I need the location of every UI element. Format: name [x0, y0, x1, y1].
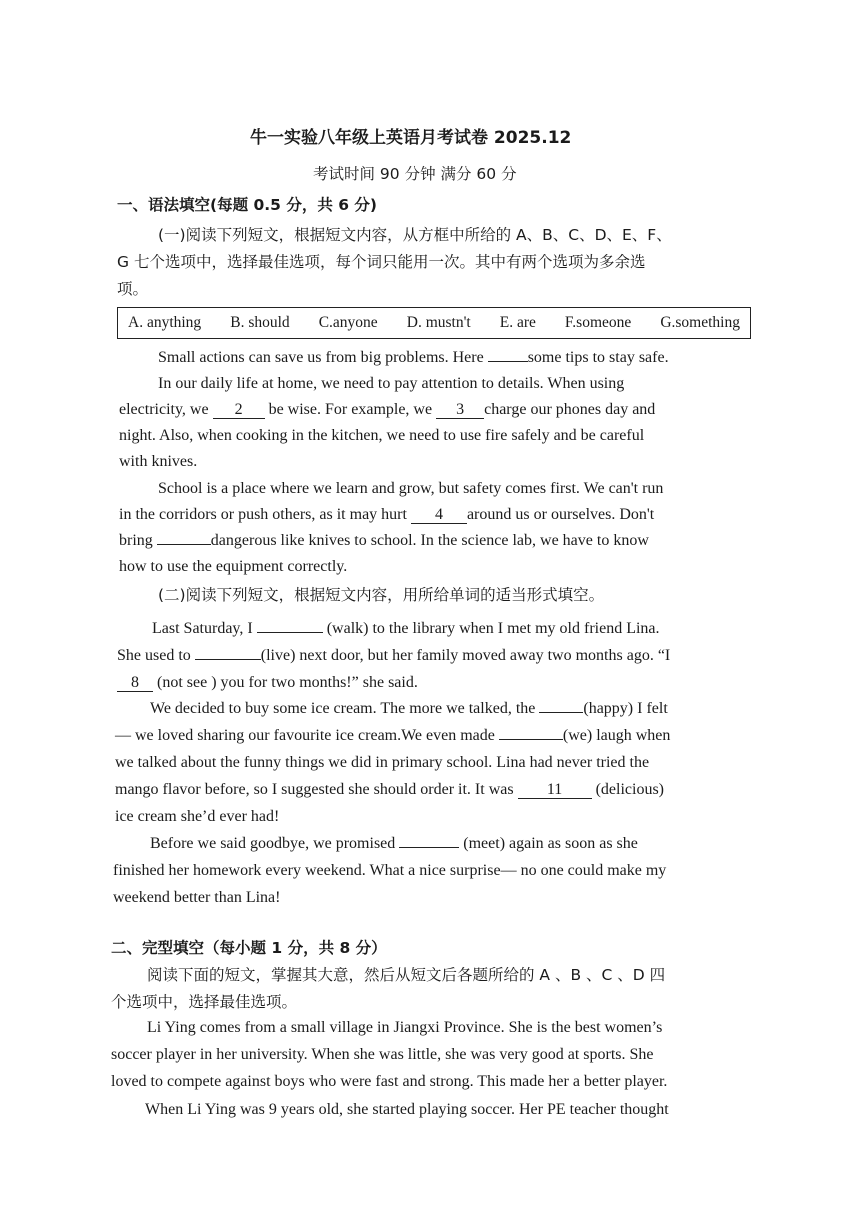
answer-blank-8[interactable]: 8 — [117, 675, 153, 692]
section2-instruction: 阅读下面的短文，掌握其大意，然后从短文后各题所给的 A 、B 、C 、D 四 — [147, 966, 666, 984]
answer-blank-10[interactable] — [499, 739, 563, 740]
option-g: G.something — [660, 314, 740, 331]
passage2-line: Last Saturday, I (walk) to the library when I met my old friend Lina. — [152, 620, 660, 637]
passage2-line: She used to (live) next door, but her family moved away two months ago. “I — [117, 647, 671, 664]
answer-blank-4[interactable]: 4 — [411, 507, 467, 524]
option-a: A. anything — [128, 314, 202, 331]
part1-instruction: G 七个选项中，选择最佳选项，每个词只能用一次。其中有两个选项为多余选 — [117, 253, 646, 271]
answer-blank-7[interactable] — [195, 659, 261, 660]
passage2-line: We decided to buy some ice cream. The more we talked, the (happy) I felt — [150, 700, 668, 717]
passage3-line: loved to compete against boys who were fast and strong. This made her a better player. — [111, 1073, 668, 1090]
passage2-line: 8 (not see ) you for two months!” she said. — [117, 673, 418, 693]
passage3-line: Li Ying comes from a small village in Jiangxi Province. She is the best women’s — [147, 1019, 663, 1036]
answer-blank-5[interactable] — [157, 544, 211, 545]
passage1-line: In our daily life at home, we need to pay attention to details. When using — [158, 375, 625, 392]
passage1-line: Small actions can save us from big problems. Here some tips to stay safe. — [158, 349, 669, 366]
part1-instruction: 项。 — [117, 280, 149, 298]
answer-blank-6[interactable] — [257, 632, 323, 633]
passage1-line: in the corridors or push others, as it may hurt 4 around us or ourselves. Don't — [119, 506, 655, 523]
options-box — [117, 307, 751, 339]
answer-blank-1[interactable] — [488, 361, 528, 362]
option-d: D. mustn't — [406, 314, 471, 331]
answer-blank-2[interactable]: 2 — [213, 402, 265, 419]
passage1-line: night. Also, when cooking in the kitchen, we need to use fire safely and be careful — [119, 427, 645, 444]
passage1-line: with knives. — [119, 453, 198, 470]
passage2-line: finished her homework every weekend. What a nice surprise— no one could make my — [113, 862, 667, 879]
passage1-line: how to use the equipment correctly. — [119, 558, 348, 575]
passage2-line: mango flavor before, so I suggested she should order it. It was 11 (delicious) — [115, 781, 664, 798]
section2-instruction: 个选项中，选择最佳选项。 — [111, 993, 298, 1011]
passage1-line: bring dangerous like knives to school. In the science lab, we have to know — [119, 532, 649, 549]
passage2-line: — we loved sharing our favourite ice cream.We even made (we) laugh when — [115, 727, 671, 744]
passage2-line: weekend better than Lina! — [113, 889, 281, 906]
exam-title: 牛一实验八年级上英语月考试卷 2025.12 — [250, 128, 572, 148]
section2-heading: 二、完型填空（每小题 1 分，共 8 分） — [111, 939, 387, 957]
passage1-line: electricity, we 2 be wise. For example, we 3 charge our phones day and — [119, 401, 656, 418]
passage2-line: ice cream she’d ever had! — [115, 808, 280, 825]
passage2-line: Before we said goodbye, we promised (meet) again as soon as she — [150, 835, 638, 852]
part2-instruction: (二)阅读下列短文，根据短文内容，用所给单词的适当形式填空。 — [158, 586, 605, 604]
option-f: F.someone — [564, 314, 632, 331]
option-e: E. are — [499, 314, 536, 331]
answer-blank-11[interactable]: 11 — [518, 782, 592, 799]
answer-blank-9[interactable] — [539, 712, 583, 713]
exam-subtitle: 考试时间 90 分钟 满分 60 分 — [313, 165, 517, 183]
answer-blank-3[interactable]: 3 — [436, 402, 484, 419]
passage1-line: School is a place where we learn and grow, but safety comes first. We can't run — [158, 480, 664, 497]
section1-heading: 一、语法填空(每题 0.5 分，共 6 分) — [117, 196, 377, 214]
option-c: C.anyone — [318, 314, 378, 331]
passage3-line: When Li Ying was 9 years old, she started playing soccer. Her PE teacher thought — [145, 1101, 669, 1118]
answer-blank-12[interactable] — [399, 847, 459, 848]
part1-instruction: (一)阅读下列短文，根据短文内容，从方框中所给的 A、B、C、D、E、F、 — [158, 226, 672, 244]
passage3-line: soccer player in her university. When she was little, she was very good at sports. She — [111, 1046, 654, 1063]
passage2-line: we talked about the funny things we did in primary school. Lina had never tried the — [115, 754, 650, 771]
option-b: B. should — [230, 314, 290, 331]
